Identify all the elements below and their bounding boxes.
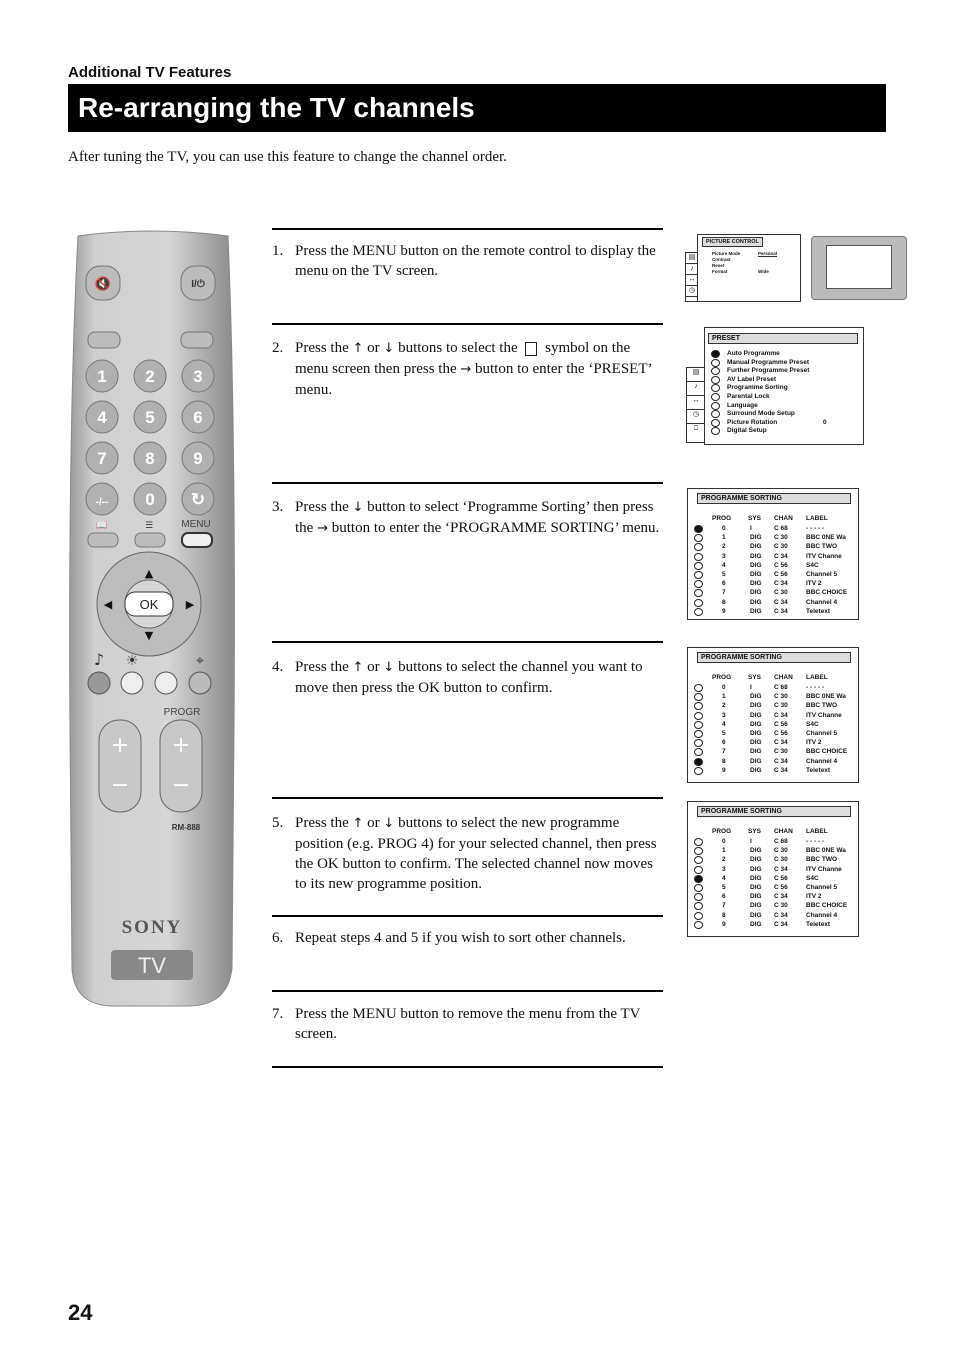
table-cell: DIG xyxy=(750,874,762,882)
selection-dot xyxy=(711,367,720,375)
table-cell: ITV 2 xyxy=(806,580,822,588)
picture-icon: ▤ xyxy=(686,253,698,264)
step-text: Press the ↓ button to select ‘Programme Sorting’ then press the → button to enter the ‘PROGRAMME SORTING’ menu. xyxy=(295,499,660,536)
programme-sorting-screen-3 xyxy=(687,801,859,937)
table-cell: DIG xyxy=(750,847,762,855)
digit-label: 8 xyxy=(145,449,155,468)
table-cell: 6 xyxy=(722,580,726,588)
programme-sorting-menu xyxy=(687,801,859,937)
table-cell: 9 xyxy=(722,607,726,615)
svg-text:☰: ☰ xyxy=(144,521,154,531)
svg-text:◀: ◀ xyxy=(103,598,113,611)
table-cell: C 34 xyxy=(774,920,788,928)
table-cell: Channel 5 xyxy=(806,571,838,578)
table-cell: DIG xyxy=(750,902,762,910)
selection-dot xyxy=(694,884,703,892)
column-header: CHAN xyxy=(774,828,793,835)
selection-dot xyxy=(694,866,703,874)
table-cell: 3 xyxy=(722,711,726,719)
table-cell: 5 xyxy=(722,571,726,578)
table-cell: 2 xyxy=(722,702,726,710)
svg-text:☀: ☀ xyxy=(125,653,139,669)
table-cell: 4 xyxy=(722,561,726,569)
selection-dot xyxy=(694,580,703,588)
selection-dot xyxy=(694,912,703,920)
step-divider xyxy=(272,1066,663,1068)
table-cell: 7 xyxy=(722,748,726,756)
step-6 xyxy=(272,928,664,948)
table-cell: BBC CHOICE xyxy=(806,748,848,756)
table-cell: 5 xyxy=(722,730,726,737)
digit-label: 2 xyxy=(145,367,155,386)
step-divider xyxy=(272,797,663,799)
selection-dot xyxy=(694,758,703,766)
step-3 xyxy=(272,497,664,539)
table-cell: S4C xyxy=(806,720,819,728)
step-divider xyxy=(272,323,663,325)
table-cell: C 34 xyxy=(774,580,788,588)
menu-value: Personal xyxy=(758,251,778,256)
selection-dot xyxy=(711,384,720,392)
step-number: 7. xyxy=(272,1006,284,1022)
table-cell: Teletext xyxy=(806,766,831,774)
digit-label: 3 xyxy=(193,367,203,386)
model-label: RM-888 xyxy=(171,823,201,832)
preset-symbol-icon xyxy=(525,342,537,356)
preset-menu-item: Manual Programme Preset xyxy=(727,358,810,366)
selection-dot xyxy=(694,730,703,738)
preset-screen xyxy=(686,327,864,445)
table-cell: BBC TWO xyxy=(806,543,838,551)
table-cell: C 34 xyxy=(774,911,788,919)
step-2 xyxy=(272,338,664,400)
selection-dot xyxy=(694,543,703,551)
table-cell: BBC 0NE Wa xyxy=(806,847,846,855)
programme-sorting-menu xyxy=(687,647,859,783)
preset-icon: ⎕ xyxy=(693,425,699,432)
selection-dot xyxy=(711,376,720,384)
table-cell: C 30 xyxy=(774,534,788,542)
remote-control-illustration xyxy=(68,228,236,1008)
timer-icon: ◷ xyxy=(686,286,698,297)
selection-dot xyxy=(694,748,703,756)
preset-menu-item: Parental Lock xyxy=(727,393,770,400)
table-cell: DIG xyxy=(750,748,762,756)
intro-text: After tuning the TV, you can use this feature to change the channel order. xyxy=(68,149,507,165)
page-number: 24 xyxy=(68,1300,93,1325)
table-cell: I xyxy=(750,838,752,845)
input-icon: ↔ xyxy=(687,396,705,410)
selection-dot xyxy=(711,359,720,367)
ok-label: OK xyxy=(139,597,159,612)
table-cell: S4C xyxy=(806,874,819,882)
table-cell: C 56 xyxy=(774,561,788,569)
selection-dot xyxy=(694,702,703,710)
selection-dot xyxy=(694,721,703,729)
picture-control-header: PICTURE CONTROL xyxy=(702,237,763,247)
table-cell: DIG xyxy=(750,607,762,615)
step-number: 3. xyxy=(272,499,284,515)
rotation-value: 0 xyxy=(823,418,827,426)
table-cell: BBC 0NE Wa xyxy=(806,693,846,701)
table-cell: 0 xyxy=(722,838,726,845)
table-cell: DIG xyxy=(750,589,762,597)
table-cell: C 30 xyxy=(774,589,788,597)
table-cell: 3 xyxy=(722,865,726,873)
step-7 xyxy=(272,1004,664,1044)
step-divider xyxy=(272,990,663,992)
step-divider xyxy=(272,228,663,230)
table-cell: ITV 2 xyxy=(806,739,822,747)
selection-dot xyxy=(711,410,720,418)
table-cell: I xyxy=(750,684,752,691)
input-icon: ↔ xyxy=(686,275,698,286)
digit-label: 1 xyxy=(97,367,107,386)
selection-dot xyxy=(694,571,703,579)
step-number: 1. xyxy=(272,243,284,259)
table-cell: ITV Channe xyxy=(806,865,842,873)
table-cell: C 34 xyxy=(774,607,788,615)
selection-dot xyxy=(694,712,703,720)
table-cell: 7 xyxy=(722,589,726,597)
preset-menu-item: Auto Programme xyxy=(727,350,780,357)
down-arrow-icon: ↓ xyxy=(383,341,395,356)
table-cell: 8 xyxy=(722,757,726,765)
down-arrow-icon: ↓ xyxy=(352,500,364,515)
table-cell: C 30 xyxy=(774,902,788,910)
down-arrow-icon: ↓ xyxy=(383,660,395,675)
table-cell: BBC TWO xyxy=(806,702,838,710)
column-header: LABEL xyxy=(806,674,828,681)
selection-dot xyxy=(694,599,703,607)
column-header: SYS xyxy=(748,828,762,835)
selection-dot xyxy=(711,393,720,401)
step-text: Press the ↑ or ↓ buttons to select the symbol on the menu screen then press the → button to enter the ‘PRESET’ menu. xyxy=(295,340,652,398)
selection-dot xyxy=(694,921,703,929)
step-number: 4. xyxy=(272,659,284,675)
svg-text:▲: ▲ xyxy=(144,567,154,580)
svg-text:🔇: 🔇 xyxy=(94,277,112,292)
table-cell: DIG xyxy=(750,693,762,701)
sorting-header: PROGRAMME SORTING xyxy=(697,806,851,817)
preset-menu xyxy=(704,327,864,445)
table-cell: 2 xyxy=(722,856,726,864)
table-cell: C 56 xyxy=(774,884,788,891)
table-cell: BBC CHOICE xyxy=(806,589,848,597)
column-header: LABEL xyxy=(806,828,828,835)
selection-dot xyxy=(694,534,703,542)
timer-icon: ◷ xyxy=(687,410,705,424)
table-cell: C 30 xyxy=(774,543,788,551)
digit-label: 6 xyxy=(193,408,203,427)
table-cell: DIG xyxy=(750,920,762,928)
sorting-header: PROGRAMME SORTING xyxy=(697,652,851,663)
svg-text:♪: ♪ xyxy=(93,650,105,669)
preset-menu-item: Picture Rotation xyxy=(727,418,778,426)
step-divider xyxy=(272,641,663,643)
table-cell: DIG xyxy=(750,571,762,578)
tv-set-illustration xyxy=(811,236,907,300)
svg-text:+: + xyxy=(110,733,130,758)
menu-item: Contrast xyxy=(712,257,731,262)
step-text: Press the ↑ or ↓ buttons to select the new programme position (e.g. PROG 4) for your selected channel, then press the OK button to confirm. The selected channel now moves to its new programme position. xyxy=(295,815,657,892)
power-label: I/⏻ xyxy=(191,279,205,290)
table-cell: 0 xyxy=(722,525,726,532)
selection-dot xyxy=(711,427,720,435)
menu-value: Wide xyxy=(758,269,769,274)
table-cell: C 30 xyxy=(774,748,788,756)
table-cell: C 34 xyxy=(774,766,788,774)
table-cell: DIG xyxy=(750,730,762,737)
table-cell: C 34 xyxy=(774,865,788,873)
table-cell: I xyxy=(750,525,752,532)
step-5 xyxy=(272,813,664,894)
table-cell: DIG xyxy=(750,580,762,588)
preset-header: PRESET xyxy=(708,333,858,344)
selection-dot xyxy=(694,553,703,561)
programme-sorting-menu xyxy=(687,488,859,620)
table-cell: C 30 xyxy=(774,702,788,710)
digit-label: 7 xyxy=(97,449,107,468)
menu-label: MENU xyxy=(181,519,211,530)
table-cell: 1 xyxy=(722,693,726,701)
table-cell: DIG xyxy=(750,543,762,551)
title-bar xyxy=(68,84,886,132)
selection-dot xyxy=(694,767,703,775)
table-cell: DIG xyxy=(750,720,762,728)
table-cell: DIG xyxy=(750,766,762,774)
svg-text:▶: ▶ xyxy=(185,598,195,611)
table-cell: BBC CHOICE xyxy=(806,902,848,910)
selection-dot xyxy=(694,856,703,864)
table-cell: Channel 4 xyxy=(806,757,838,765)
table-cell: C 30 xyxy=(774,856,788,864)
table-cell: DIG xyxy=(750,856,762,864)
selection-dot xyxy=(711,350,720,358)
selection-dot xyxy=(694,608,703,616)
table-cell: C 56 xyxy=(774,571,788,578)
table-cell: 4 xyxy=(722,720,726,728)
sound-icon: ♪ xyxy=(687,382,705,396)
column-header: CHAN xyxy=(774,515,793,522)
selection-dot xyxy=(694,562,703,570)
table-cell: C 34 xyxy=(774,711,788,719)
step-1 xyxy=(272,241,664,281)
page-title: Re-arranging the TV channels xyxy=(78,92,475,123)
table-cell: C 34 xyxy=(774,552,788,560)
table-cell: C 34 xyxy=(774,757,788,765)
menu-item: Picture Mode xyxy=(712,251,741,256)
table-cell: DIG xyxy=(750,865,762,873)
down-arrow-icon: ↓ xyxy=(383,816,395,831)
selection-dot xyxy=(711,402,720,410)
column-header: SYS xyxy=(748,674,762,681)
digit-label: 0 xyxy=(145,490,155,509)
step-number: 2. xyxy=(272,340,284,356)
preset-menu-item: Digital Setup xyxy=(727,427,767,435)
table-cell: C 30 xyxy=(774,847,788,855)
table-cell: C 34 xyxy=(774,598,788,606)
table-cell: C 56 xyxy=(774,720,788,728)
selection-dot xyxy=(694,875,703,883)
table-cell: ITV Channe xyxy=(806,711,842,719)
column-header: PROG xyxy=(712,674,732,681)
step-number: 6. xyxy=(272,930,284,946)
digit-label: 9 xyxy=(193,449,203,468)
table-cell: 7 xyxy=(722,902,726,910)
table-cell: - - - - - xyxy=(806,684,825,691)
table-cell: C 30 xyxy=(774,693,788,701)
right-arrow-icon: → xyxy=(317,521,328,536)
table-cell: ITV Channe xyxy=(806,552,842,560)
table-cell: DIG xyxy=(750,702,762,710)
column-header: SYS xyxy=(748,515,762,522)
table-cell: C 34 xyxy=(774,893,788,901)
table-cell: DIG xyxy=(750,884,762,891)
table-cell: 6 xyxy=(722,893,726,901)
step-divider xyxy=(272,482,663,484)
preset-menu-item: Language xyxy=(727,401,758,409)
table-cell: Channel 5 xyxy=(806,730,838,737)
table-cell: C 56 xyxy=(774,874,788,882)
selection-dot xyxy=(694,838,703,846)
table-cell: C 68 xyxy=(774,838,788,845)
picture-control-screen xyxy=(685,234,905,304)
right-arrow-icon: → xyxy=(460,362,472,377)
menu-item: Reset xyxy=(712,263,725,268)
table-cell: BBC 0NE Wa xyxy=(806,534,846,542)
selection-dot xyxy=(694,847,703,855)
svg-text:−: − xyxy=(171,773,191,798)
table-cell: S4C xyxy=(806,561,819,569)
step-text: Press the MENU button to remove the menu from the TV screen. xyxy=(295,1006,641,1042)
selection-dot xyxy=(694,525,703,533)
table-cell: 2 xyxy=(722,543,726,551)
table-cell: - - - - - xyxy=(806,838,825,845)
svg-text:📖: 📖 xyxy=(96,521,108,531)
table-cell: Channel 5 xyxy=(806,884,838,891)
svg-text:+: + xyxy=(171,733,191,758)
table-cell: 1 xyxy=(722,534,726,542)
step-text: Press the MENU button on the remote control to display the menu on the TV screen. xyxy=(295,243,656,279)
section-label: Additional TV Features xyxy=(68,64,232,81)
table-cell: C 68 xyxy=(774,525,788,532)
digit-label: 5 xyxy=(145,408,155,427)
table-cell: 0 xyxy=(722,684,726,691)
selection-dot xyxy=(694,902,703,910)
table-cell: C 34 xyxy=(774,739,788,747)
table-cell: 9 xyxy=(722,920,726,928)
column-header: PROG xyxy=(712,828,732,835)
table-cell: DIG xyxy=(750,561,762,569)
preset-menu-item: Programme Sorting xyxy=(727,384,788,392)
table-cell: Channel 4 xyxy=(806,598,838,606)
table-cell: 8 xyxy=(722,911,726,919)
step-divider xyxy=(272,915,663,917)
table-cell: C 68 xyxy=(774,684,788,691)
column-header: LABEL xyxy=(806,515,828,522)
column-header: PROG xyxy=(712,515,732,522)
step-text: Repeat steps 4 and 5 if you wish to sort other channels. xyxy=(295,930,626,946)
table-cell: DIG xyxy=(750,552,762,560)
menu-side-icons xyxy=(686,367,706,443)
table-cell: 9 xyxy=(722,766,726,774)
sound-icon: ♪ xyxy=(686,264,698,275)
table-cell: 6 xyxy=(722,739,726,747)
svg-text:−: − xyxy=(110,773,130,798)
picture-icon: ▤ xyxy=(687,368,705,382)
svg-text:▼: ▼ xyxy=(144,629,154,642)
digit-label: 4 xyxy=(97,408,107,427)
table-cell: DIG xyxy=(750,757,762,765)
selection-dot xyxy=(694,684,703,692)
brand-logo: SONY xyxy=(121,917,183,938)
step-4 xyxy=(272,657,664,698)
tv-badge: TV xyxy=(137,953,167,978)
table-cell: 1 xyxy=(722,847,726,855)
selection-dot xyxy=(694,893,703,901)
preset-menu-item: Further Programme Preset xyxy=(727,367,810,375)
progr-label: PROGR xyxy=(163,707,201,718)
column-header: CHAN xyxy=(774,674,793,681)
up-arrow-icon: ↑ xyxy=(352,816,364,831)
svg-text:⌖: ⌖ xyxy=(196,653,204,669)
selection-dot xyxy=(711,419,720,427)
step-text: Press the ↑ or ↓ buttons to select the channel you want to move then press the OK button to confirm. xyxy=(295,659,643,696)
table-cell: 4 xyxy=(722,874,726,882)
table-cell: Channel 4 xyxy=(806,911,838,919)
programme-sorting-screen-2 xyxy=(687,647,859,783)
table-cell: 5 xyxy=(722,884,726,891)
table-cell: DIG xyxy=(750,598,762,606)
preset-menu-item: Surround Mode Setup xyxy=(727,410,795,418)
table-cell: 3 xyxy=(722,552,726,560)
selection-dot xyxy=(694,739,703,747)
up-arrow-icon: ↑ xyxy=(352,341,364,356)
preset-menu-item: AV Label Preset xyxy=(727,375,777,383)
table-cell: DIG xyxy=(750,711,762,719)
step-number: 5. xyxy=(272,815,284,831)
table-cell: C 56 xyxy=(774,730,788,737)
sorting-header: PROGRAMME SORTING xyxy=(697,493,851,504)
table-cell: BBC TWO xyxy=(806,856,838,864)
table-cell: DIG xyxy=(750,911,762,919)
table-cell: DIG xyxy=(750,534,762,542)
up-arrow-icon: ↑ xyxy=(352,660,364,675)
table-cell: ITV 2 xyxy=(806,893,822,901)
table-cell: DIG xyxy=(750,739,762,747)
table-cell: - - - - - xyxy=(806,525,825,532)
selection-dot xyxy=(694,693,703,701)
digit-label: ↻ xyxy=(190,490,206,509)
programme-sorting-screen-1 xyxy=(687,488,859,620)
table-cell: Teletext xyxy=(806,920,831,928)
table-cell: Teletext xyxy=(806,607,831,615)
table-cell: 8 xyxy=(722,598,726,606)
table-cell: DIG xyxy=(750,893,762,901)
picture-control-menu xyxy=(697,234,801,302)
menu-item: Format xyxy=(712,269,728,274)
digit-label: -/-- xyxy=(95,497,109,508)
selection-dot xyxy=(694,589,703,597)
